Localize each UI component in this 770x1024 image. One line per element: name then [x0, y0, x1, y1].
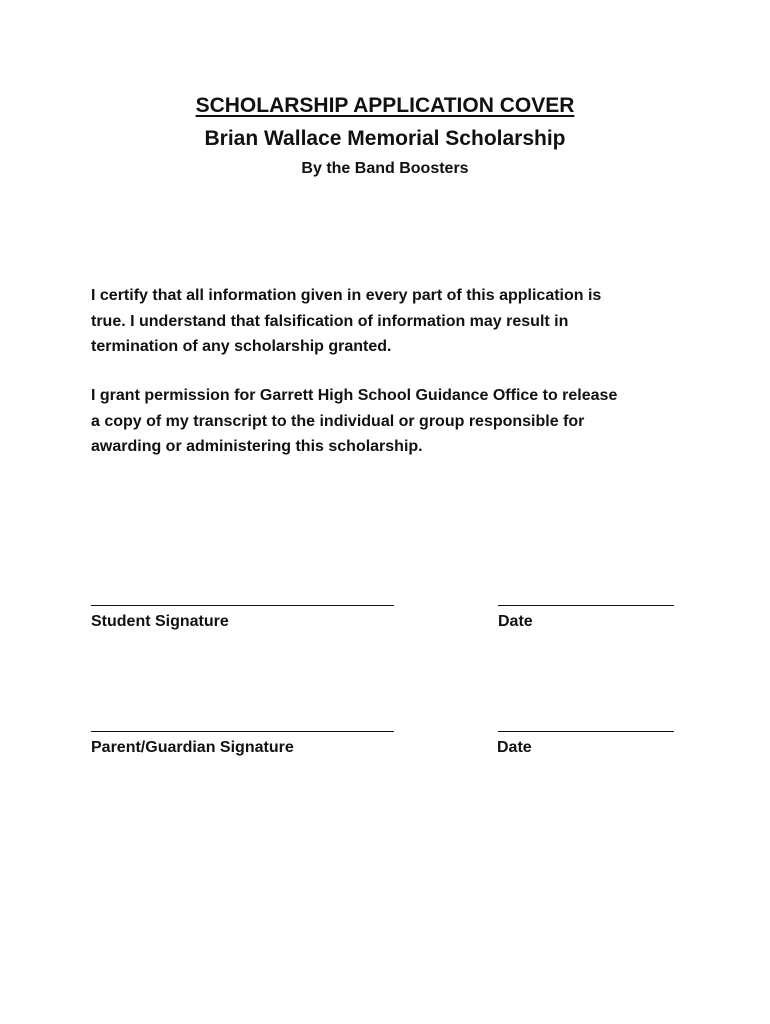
parent-signature-label: Parent/Guardian Signature — [91, 739, 294, 756]
certification-paragraph — [91, 283, 691, 360]
certification-line: true. I understand that falsification of information may result in — [91, 312, 569, 330]
permission-line: a copy of my transcript to the individual or group responsible for — [91, 412, 585, 430]
permission-line: awarding or administering this scholarship. — [91, 438, 423, 455]
certification-line: termination of any scholarship granted. — [91, 338, 392, 355]
sponsor-byline: By the Band Boosters — [301, 160, 469, 177]
student-signature-label: Student Signature — [91, 613, 229, 630]
parent-date-line — [498, 731, 674, 732]
parent-date-label: Date — [497, 739, 532, 756]
certification-line: I certify that all information given in every part of this application is — [91, 287, 602, 304]
scholarship-name: Brian Wallace Memorial Scholarship — [204, 127, 566, 150]
permission-line: I grant permission for Garrett High School Guidance Office to release — [91, 387, 618, 404]
student-date-line — [498, 605, 674, 606]
parent-signature-line — [91, 731, 394, 732]
permission-paragraph — [91, 383, 691, 460]
student-signature-line — [91, 605, 394, 606]
document-title: SCHOLARSHIP APPLICATION COVER — [195, 94, 575, 117]
student-date-label: Date — [498, 613, 533, 630]
